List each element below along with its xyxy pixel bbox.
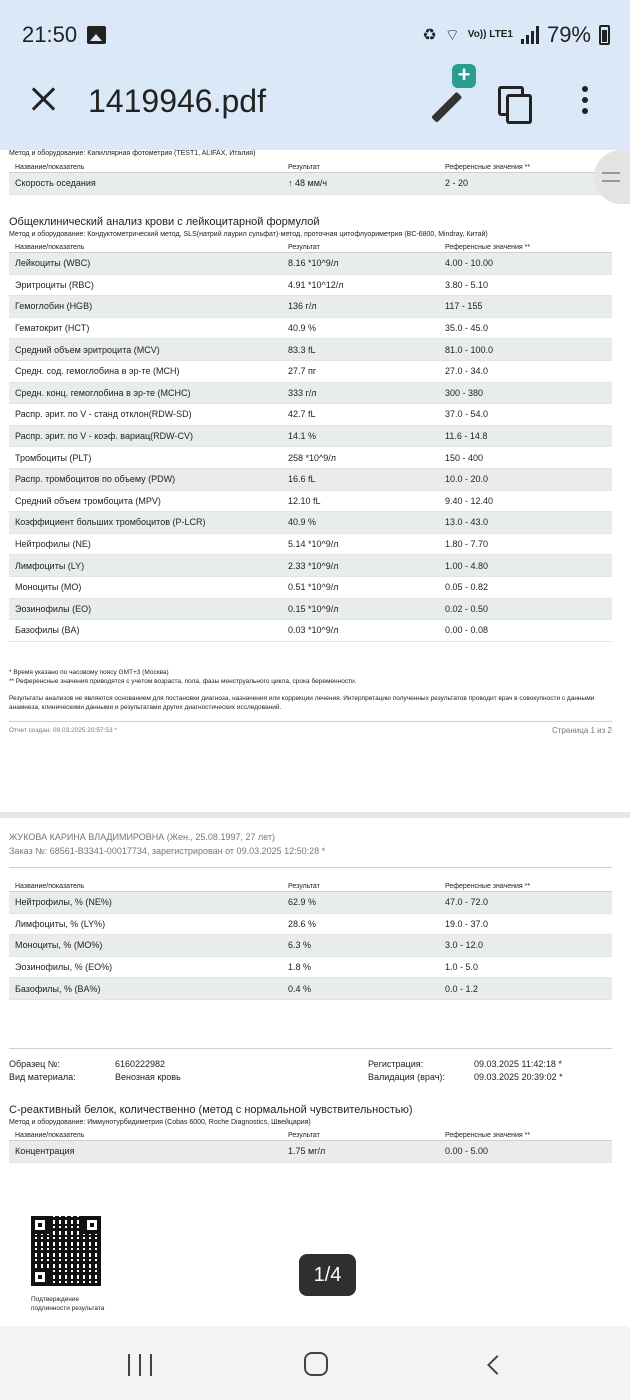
table-row: Гематокрит (HCT) 40.9 % 35.0 - 45.0 bbox=[9, 318, 612, 340]
cbc-table-body bbox=[9, 253, 612, 642]
home-icon[interactable] bbox=[304, 1352, 328, 1376]
registration-time: 09.03.2025 11:42:18 * bbox=[474, 1059, 562, 1069]
table-row: Распр. эрит. по V - коэф. вариац(RDW-CV) 14.1 % 11.6 - 14.8 bbox=[9, 426, 612, 448]
table-header: Название/показатель Результат Референсные значения ** bbox=[9, 880, 612, 892]
table-row: Лейкоциты (WBC) 8.16 *10^9/л 4.00 - 10.00 bbox=[9, 253, 612, 275]
table-row: Моноциты (MO) 0.51 *10^9/л 0.05 - 0.82 bbox=[9, 577, 612, 599]
table-row: Нейтрофилы, % (NE%) 62.9 % 47.0 - 72.0 bbox=[9, 892, 612, 914]
qr-code bbox=[31, 1216, 101, 1286]
table-row: Нейтрофилы (NE) 5.14 *10^9/л 1.80 - 7.70 bbox=[9, 534, 612, 556]
sample-info: Образец №: 6160222982 Регистрация: 09.03.2025 11:42:18 * Вид материала: Венозная кровь Валидация (врач): 09.03.2025 20:39:02 * bbox=[9, 1048, 612, 1084]
back-icon[interactable] bbox=[487, 1355, 507, 1375]
copy-icon[interactable] bbox=[498, 86, 528, 118]
table-row: Эозинофилы (EO) 0.15 *10^9/л 0.02 - 0.50 bbox=[9, 599, 612, 621]
note-reference: ** Референсные значения приводятся с учетом возраста, пола, фазы менструального цикла, срока беременности. bbox=[9, 678, 357, 685]
crp-method: Метод и оборудование: Иммунотурбидиметрия (Cobas 6000, Roche Diagnostics, Швейцария) bbox=[9, 1119, 311, 1126]
network-label: Vo)) LTE1 bbox=[467, 29, 513, 40]
wifi-icon: ⌔ bbox=[444, 27, 460, 44]
table-row: Базофилы (BA) 0.03 *10^9/л 0.00 - 0.08 bbox=[9, 620, 612, 642]
table-row: Распр. эрит. по V - станд отклон(RDW-SD) 42.7 fL 37.0 - 54.0 bbox=[9, 404, 612, 426]
system-nav-bar bbox=[0, 1326, 630, 1400]
table-row: Средн. сод. гемоглобина в эр-те (MCH) 27.7 пг 27.0 - 34.0 bbox=[9, 361, 612, 383]
cbc-title: Общеклинический анализ крови с лейкоцитарной формулой bbox=[9, 216, 320, 228]
notes bbox=[9, 668, 612, 735]
table-row: Эозинофилы, % (EO%) 1.8 % 1.0 - 5.0 bbox=[9, 957, 612, 979]
page-indicator: 1/4 bbox=[299, 1254, 356, 1296]
signal-icon bbox=[521, 26, 539, 44]
edit-pdf-icon[interactable]: + bbox=[424, 70, 480, 120]
crp-title: С-реактивный белок, количественно (метод с нормальной чувствительностью) bbox=[9, 1104, 413, 1116]
table-row: Моноциты, % (MO%) 6.3 % 3.0 - 12.0 bbox=[9, 935, 612, 957]
table-row: Средний объем тромбоцита (MPV) 12.10 fL 9.40 - 12.40 bbox=[9, 491, 612, 513]
cbc-method: Метод и оборудование: Кондуктометрический метод, SLS(натрий лаурил сульфат)-метод, проточная цитофлуориметрия (BC-6800, Mindray, Китай) bbox=[9, 231, 488, 238]
pdf-page-1 bbox=[0, 150, 630, 812]
battery-icon bbox=[599, 25, 610, 45]
page-number: Страница 1 из 2 bbox=[552, 726, 612, 735]
note-timezone: * Время указано по часовому поясу GMT+3 (Москва) bbox=[9, 669, 169, 676]
table-row: Распр. тромбоцитов по объему (PDW) 16.6 fL 10.0 - 20.0 bbox=[9, 469, 612, 491]
table-row: Базофилы, % (BA%) 0.4 % 0.0 - 1.2 bbox=[9, 978, 612, 1000]
table-row: Коэффициент больших тромбоцитов (P-LCR) 40.9 % 13.0 - 43.0 bbox=[9, 512, 612, 534]
order-number: Заказ №: 68561-В3341-00017734, зарегистрирован от 09.03.2025 12:50:28 * bbox=[9, 846, 326, 856]
table-header: Название/показатель Результат Референсные значения ** bbox=[9, 241, 612, 253]
patient-name: ЖУКОВА КАРИНА ВЛАДИМИРОВНА (Жен., 25.08.1997, 27 лет) bbox=[9, 832, 276, 842]
percent-table-body bbox=[9, 892, 612, 1000]
recycle-icon: ♻ bbox=[422, 27, 437, 44]
status-time: 21:50 bbox=[22, 22, 78, 47]
table-row: Скорость оседания ↑ 48 мм/ч 2 - 20 bbox=[9, 173, 612, 195]
file-title: 1419946.pdf bbox=[88, 83, 266, 119]
table-header: Название/показатель Результат Референсные значения ** bbox=[9, 1129, 612, 1141]
table-row: Тромбоциты (PLT) 258 *10^9/л 150 - 400 bbox=[9, 447, 612, 469]
app-bar bbox=[0, 62, 630, 150]
recents-icon[interactable] bbox=[128, 1354, 152, 1376]
page-footer bbox=[9, 726, 612, 735]
table-row: Лимфоциты (LY) 2.33 *10^9/л 1.00 - 4.80 bbox=[9, 555, 612, 577]
table-row: Средн. конц. гемоглобина в эр-те (MCHC) 333 г/л 300 - 380 bbox=[9, 383, 612, 405]
esr-method: Метод и оборудование: Капиллярная фотометрия (TEST1, ALIFAX, Италия) bbox=[9, 150, 256, 157]
divider bbox=[9, 1048, 612, 1049]
sample-number: 6160222982 bbox=[115, 1059, 166, 1069]
table-row: Лимфоциты, % (LY%) 28.6 % 19.0 - 37.0 bbox=[9, 914, 612, 936]
divider bbox=[9, 867, 612, 868]
table-row: Концентрация 1.75 мг/л 0.00 - 5.00 bbox=[9, 1141, 612, 1163]
close-icon[interactable] bbox=[28, 84, 58, 114]
pdf-page-2 bbox=[0, 818, 630, 1326]
status-icons bbox=[422, 22, 610, 48]
report-created: Отчет создан: 09.03.2025 20:57:53 * bbox=[9, 727, 117, 734]
esr-section bbox=[9, 150, 612, 195]
arrow-up-icon: ↑ bbox=[288, 178, 293, 189]
more-options-icon[interactable] bbox=[582, 86, 590, 116]
table-header: Название/показатель Результат Референсные значения ** bbox=[9, 161, 612, 173]
qr-caption: Подтверждение подлинности результата bbox=[31, 1296, 105, 1312]
percent-section bbox=[9, 880, 612, 1000]
patient-header bbox=[9, 830, 612, 868]
table-row: Эритроциты (RBC) 4.91 *10^12/л 3.80 - 5.10 bbox=[9, 275, 612, 297]
battery-percent: 79% bbox=[546, 22, 591, 47]
validation-time: 09.03.2025 20:39:02 * bbox=[474, 1072, 563, 1082]
material-type: Венозная кровь bbox=[115, 1072, 181, 1082]
status-bar bbox=[0, 0, 630, 70]
divider bbox=[9, 721, 612, 722]
gallery-notification-icon bbox=[87, 26, 106, 44]
table-row: Средний объем эритроцита (MCV) 83.3 fL 81.0 - 100.0 bbox=[9, 339, 612, 361]
table-row: Гемоглобин (HGB) 136 г/л 117 - 155 bbox=[9, 296, 612, 318]
cbc-section bbox=[9, 216, 612, 642]
note-disclaimer: Результаты анализов не являются основанием для постановки диагноза, назначения или коррекции лечения. Интерпретацию полученных результатов проводит врач в совокупности с данными анамнеза, клиническими данными и результатами других диагностических исследований. bbox=[9, 695, 595, 711]
crp-section bbox=[9, 1104, 612, 1163]
top-bar bbox=[0, 0, 630, 150]
